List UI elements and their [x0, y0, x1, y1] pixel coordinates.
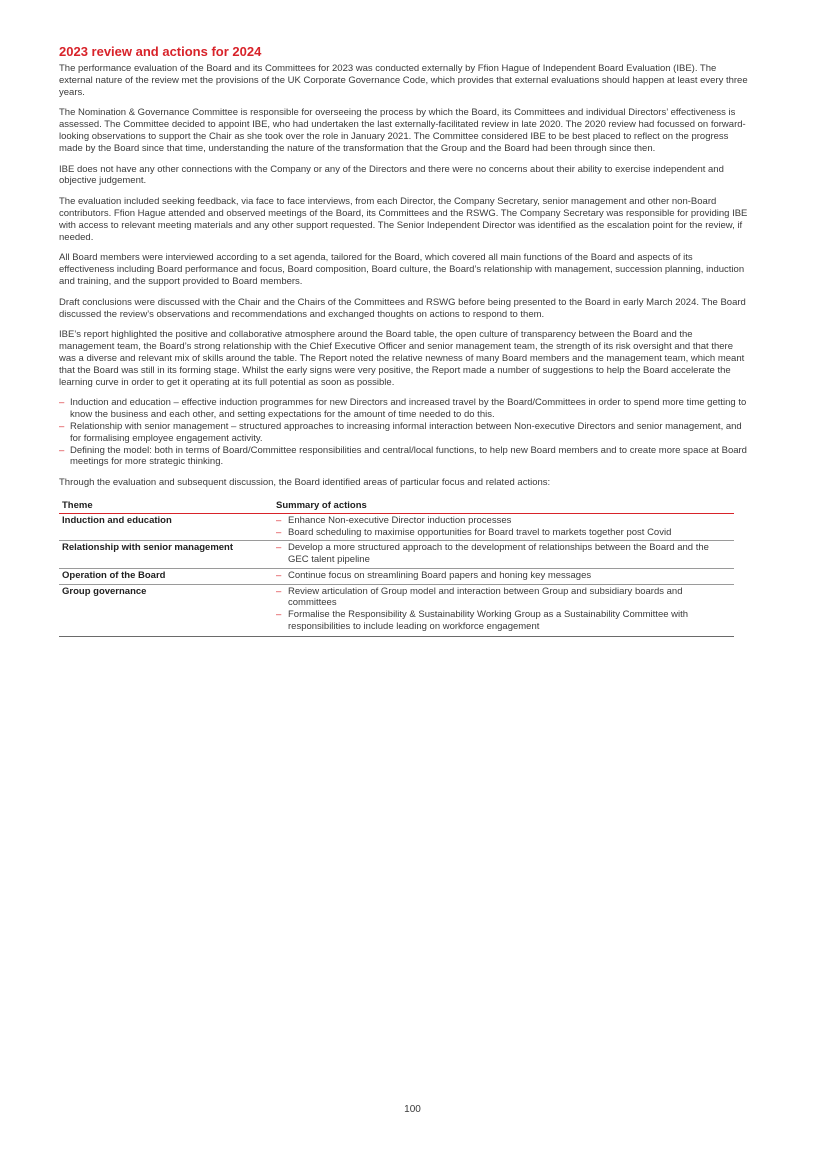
action-item	[276, 515, 731, 527]
table-intro: Through the evaluation and subsequent discussion, the Board identified areas of particular focus and related actions:	[59, 477, 551, 489]
dash-marker: –	[276, 609, 282, 621]
column-header-theme: Theme	[59, 499, 273, 513]
dash-marker: –	[276, 514, 282, 526]
action-item	[276, 586, 731, 610]
dash-marker: –	[59, 444, 65, 456]
action-text: Enhance Non-executive Director induction processes	[288, 514, 512, 526]
list-item-text: Defining the model: both in terms of Board/Committee responsibilities and central/local functions, to help new Board members and to create more space at Board meetings for more strategic thinking.	[70, 444, 747, 468]
table-row	[59, 513, 734, 541]
paragraph-3: IBE does not have any other connections with the Company or any of the Directors and there were no concerns about their ability to exercise independent and objective judgement.	[59, 163, 724, 187]
dash-marker: –	[276, 542, 282, 554]
table-header-row	[59, 499, 734, 513]
theme-cell: Relationship with senior management	[59, 541, 273, 569]
paragraph-7: IBE’s report highlighted the positive and collaborative atmosphere around the Board table, the open culture of transparency between the Board and the management team, the Board’s strong relationship with the Chief Executive Officer and senior management team, the strength of its risk oversight and that there was a diverse and relevant mix of skills around the table. The Report noted the relative newness of many Board members and the management team, which meant that the Board was still in its forming stage. Whilst the early signs were very positive, the Report made a number of suggestions to help the Board accelerate the learning curve in order to get it operating at its full potential as soon as possible.	[59, 329, 745, 388]
actions-table	[59, 499, 734, 637]
theme-cell: Operation of the Board	[59, 568, 273, 584]
paragraph-1: The performance evaluation of the Board and its Committees for 2023 was conducted externally by Ffion Hague of Independent Board Evaluation (IBE). The external nature of the review met the provisions of the UK Corporate Governance Code, which provides that external evaluations should happen at least every three years.	[59, 63, 748, 98]
paragraph-6: Draft conclusions were discussed with the Chair and the Chairs of the Committees and RSWG before being presented to the Board in early March 2024. The Board discussed the review’s observations and recommendations and exchanged thoughts on actions to respond to them.	[59, 296, 746, 320]
dash-marker: –	[59, 420, 65, 432]
action-text: Formalise the Responsibility & Sustainability Working Group as a Sustainability Committee with responsibilities to include leading on workforce engagement	[288, 609, 689, 633]
section-title: 2023 review and actions for 2024	[59, 44, 262, 59]
paragraph-2: The Nomination & Governance Committee is responsible for overseeing the process by which the Board, its Committees and individual Directors’ effectiveness is assessed. The Committee decided to appoint IBE, who had undertaken the last externally-facilitated review in late 2020. The 2020 review had focussed on forward-looking observations to support the Chair as she took over the role in January 2021. The Committee considered IBE to be best placed to reflect on the progress made by the Board since that time, understanding the nature of the transformation that the Group and the Board had been through since then.	[59, 107, 746, 154]
list-item-text: Induction and education – effective induction programmes for new Directors and increased travel by the Board/Committees in order to spend more time getting to know the business and each other, and setting expectations for the amount of time needed to do this.	[70, 397, 747, 421]
actions-cell	[273, 541, 734, 569]
action-item	[276, 570, 731, 582]
actions-cell	[273, 568, 734, 584]
list-item-text: Relationship with senior management – structured approaches to increasing informal interaction between Non-executive Directors and senior management, and for formalising employee engagement activity.	[70, 420, 742, 444]
paragraph-4: The evaluation included seeking feedback, via face to face interviews, from each Director, the Company Secretary, senior management and other non-Board contributors. Ffion Hague attended and observed meetings of the Board, its Committees and the RSWG. The Company Secretary was responsible for providing IBE with access to relevant meeting materials and any other support requested. The Senior Independent Director was identified as the escalation point for the review, if needed.	[59, 196, 748, 243]
theme-cell: Group governance	[59, 584, 273, 636]
theme-cell: Induction and education	[59, 513, 273, 541]
action-item	[276, 527, 731, 539]
list-item	[59, 445, 749, 469]
dash-marker: –	[59, 397, 65, 409]
document-page	[59, 44, 749, 637]
actions-cell	[273, 513, 734, 541]
action-item	[276, 609, 731, 633]
action-text: Develop a more structured approach to the development of relationships between the Board and the GEC talent pipeline	[288, 542, 709, 566]
suggestions-list	[59, 397, 749, 468]
page-number: 100	[404, 1104, 421, 1115]
list-item	[59, 397, 749, 421]
column-header-summary: Summary of actions	[273, 499, 734, 513]
paragraph-5: All Board members were interviewed according to a set agenda, tailored for the Board, which covered all main functions of the Board and aspects of its effectiveness including Board performance and focus, Board composition, Board culture, the Board’s relationship with management, succession planning, induction and training, and the support provided to Board members.	[59, 252, 745, 287]
list-item	[59, 421, 749, 445]
actions-cell	[273, 584, 734, 636]
action-text: Continue focus on streamlining Board papers and honing key messages	[288, 569, 592, 581]
action-text: Board scheduling to maximise opportunities for Board travel to markets together post Covid	[288, 526, 672, 538]
action-text: Review articulation of Group model and interaction between Group and subsidiary boards and committees	[288, 585, 683, 609]
table-row	[59, 568, 734, 584]
action-item	[276, 542, 731, 566]
table-row	[59, 584, 734, 636]
dash-marker: –	[276, 585, 282, 597]
dash-marker: –	[276, 569, 282, 581]
table-row	[59, 541, 734, 569]
dash-marker: –	[276, 526, 282, 538]
